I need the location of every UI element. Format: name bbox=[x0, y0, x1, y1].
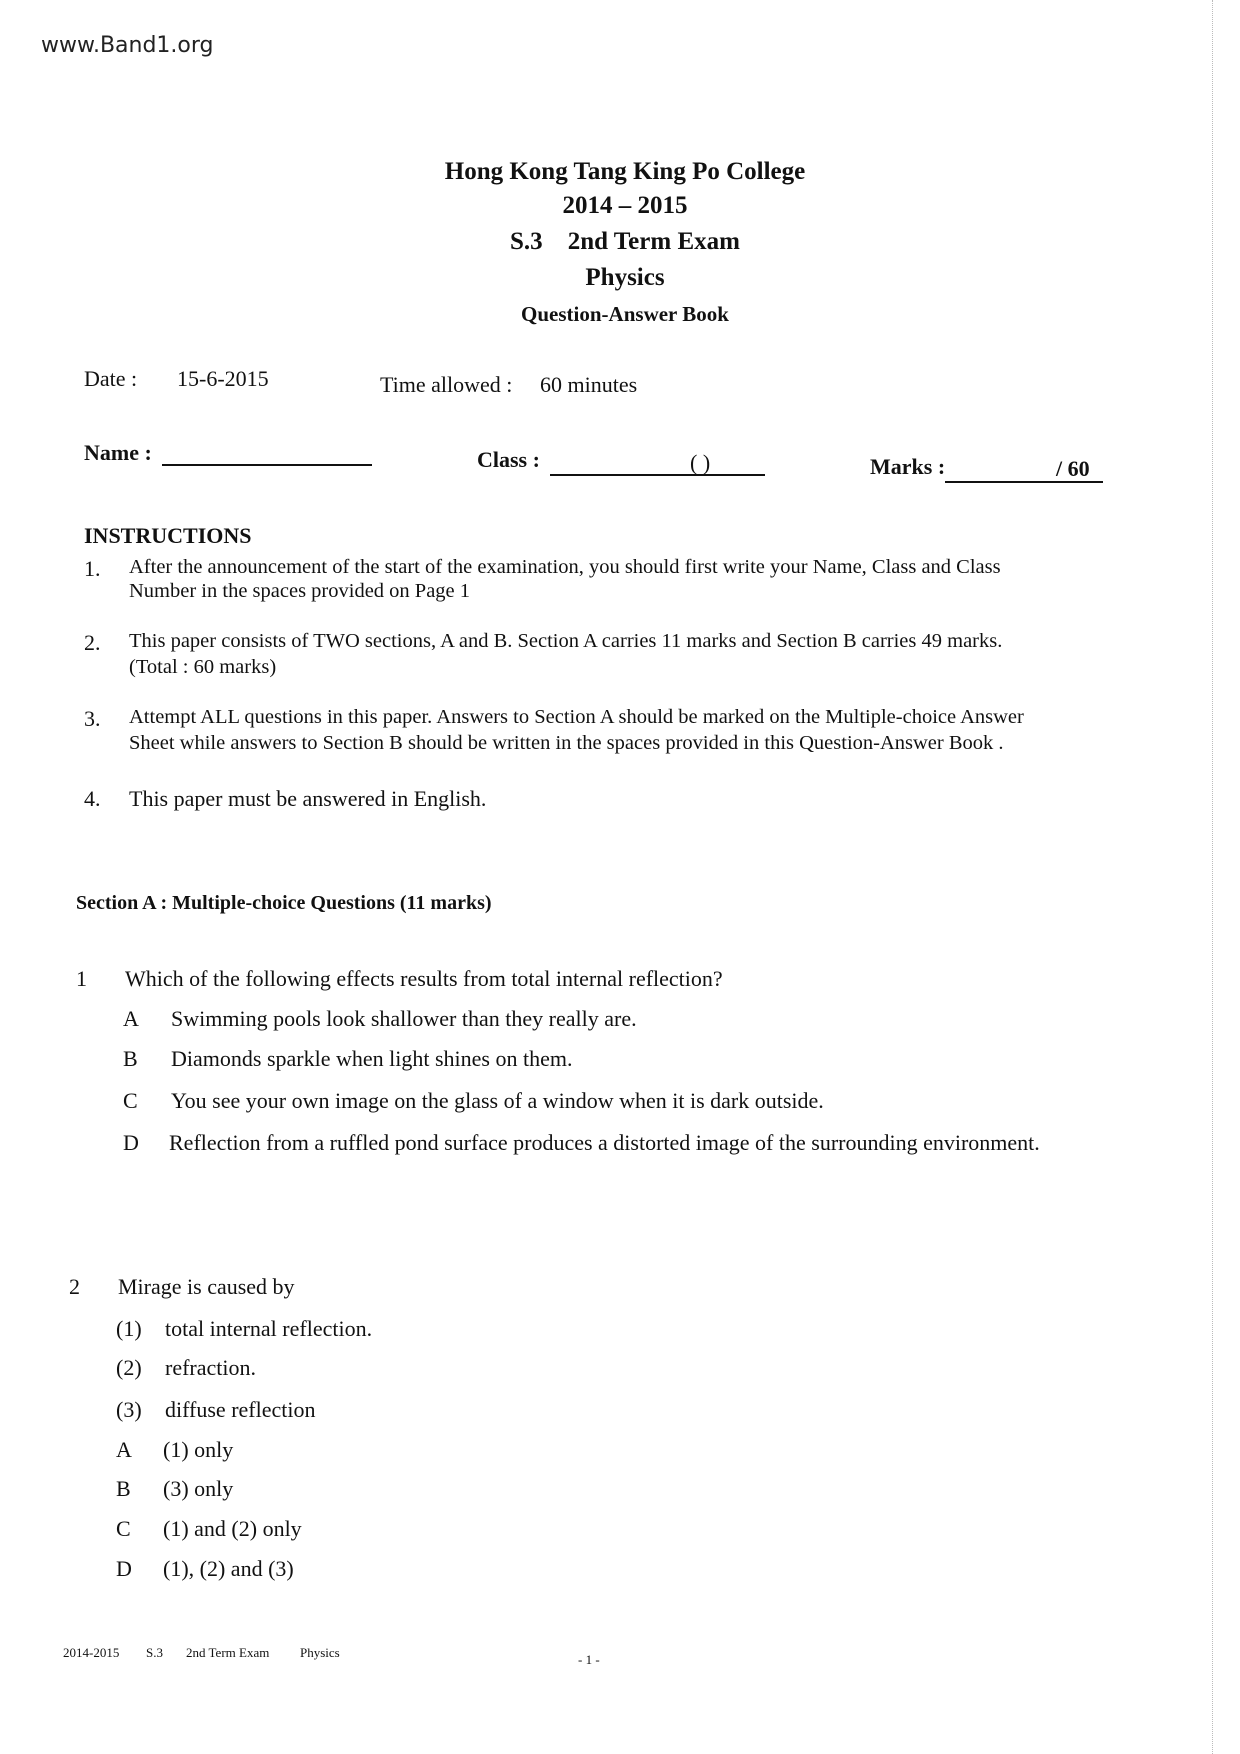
statement-number: (3) bbox=[116, 1397, 142, 1422]
instruction-line: This paper must be answered in English. bbox=[129, 786, 487, 811]
instruction-num: 3. bbox=[84, 706, 101, 731]
statement-number: (2) bbox=[116, 1355, 142, 1380]
question-text: Which of the following effects results from total internal reflection? bbox=[125, 966, 723, 991]
instruction-line: Attempt ALL questions in this paper. Answers to Section A should be marked on the Multiple-choice Answer bbox=[129, 706, 1024, 728]
footer-year: 2014-2015 bbox=[63, 1645, 120, 1660]
statement-number: (1) bbox=[116, 1316, 142, 1341]
instruction-line: Sheet while answers to Section B should be written in the spaces provided in this Question-Answer Book . bbox=[129, 732, 1004, 754]
instruction-line: After the announcement of the start of the examination, you should first write your Name, Class and Class bbox=[129, 556, 1001, 578]
option-letter: A bbox=[116, 1437, 132, 1462]
form: S.3 bbox=[510, 228, 543, 255]
exam-title bbox=[0, 228, 1240, 256]
option-text: (1), (2) and (3) bbox=[163, 1556, 294, 1581]
option-letter: B bbox=[116, 1476, 131, 1501]
subject: Physics bbox=[585, 264, 665, 291]
class-field[interactable] bbox=[550, 474, 765, 476]
option-letter: D bbox=[116, 1556, 132, 1581]
option-letter: C bbox=[123, 1088, 138, 1113]
option-text: Diamonds sparkle when light shines on them. bbox=[171, 1046, 573, 1071]
statement-text: diffuse reflection bbox=[165, 1397, 316, 1422]
class-label: Class : bbox=[477, 447, 540, 472]
instruction-num: 4. bbox=[84, 786, 101, 811]
instruction-num: 1. bbox=[84, 556, 101, 581]
school-name: Hong Kong Tang King Po College bbox=[444, 158, 806, 185]
instruction-line: (Total : 60 marks) bbox=[129, 656, 277, 678]
instruction-line: This paper consists of TWO sections, A and B. Section A carries 11 marks and Section B carries 49 marks. bbox=[129, 630, 1003, 652]
name-field[interactable] bbox=[162, 464, 372, 466]
section-a-heading: Section A : Multiple-choice Questions (11 marks) bbox=[76, 892, 492, 914]
option-text: Reflection from a ruffled pond surface produces a distorted image of the surrounding environment. bbox=[169, 1130, 1040, 1155]
option-text: (1) only bbox=[163, 1437, 234, 1462]
book-type: Question-Answer Book bbox=[521, 302, 729, 326]
statement-text: refraction. bbox=[165, 1355, 256, 1380]
question-number: 2 bbox=[69, 1274, 80, 1299]
date-label: Date : bbox=[84, 366, 138, 391]
class-number-paren: ( ) bbox=[690, 450, 711, 475]
page-number: - 1 - bbox=[578, 1652, 600, 1667]
option-text: Swimming pools look shallower than they really are. bbox=[171, 1006, 637, 1031]
time-value: 60 minutes bbox=[540, 372, 638, 397]
exam-name: 2nd Term Exam bbox=[567, 228, 740, 255]
watermark-url: www.Band1.org bbox=[41, 33, 214, 58]
statement-text: total internal reflection. bbox=[165, 1316, 373, 1341]
instruction-line: Number in the spaces provided on Page 1 bbox=[129, 580, 471, 602]
option-letter: B bbox=[123, 1046, 138, 1071]
option-letter: D bbox=[123, 1130, 139, 1155]
instruction-num: 2. bbox=[84, 630, 101, 655]
name-label: Name : bbox=[84, 440, 152, 465]
time-label: Time allowed : bbox=[380, 372, 513, 397]
question-text: Mirage is caused by bbox=[118, 1274, 295, 1299]
option-text: (1) and (2) only bbox=[163, 1516, 302, 1541]
footer-form: S.3 bbox=[146, 1645, 163, 1660]
footer-exam: 2nd Term Exam bbox=[186, 1645, 270, 1660]
marks-total: / 60 bbox=[1056, 456, 1090, 481]
option-text: (3) only bbox=[163, 1476, 234, 1501]
question-number: 1 bbox=[76, 966, 87, 991]
footer-subject: Physics bbox=[300, 1645, 340, 1660]
instructions-heading: INSTRUCTIONS bbox=[84, 523, 252, 548]
marks-label: Marks : bbox=[870, 454, 946, 479]
option-text: You see your own image on the glass of a window when it is dark outside. bbox=[171, 1088, 824, 1113]
school-year: 2014 – 2015 bbox=[562, 192, 688, 219]
date-value: 15-6-2015 bbox=[177, 366, 269, 391]
option-letter: A bbox=[123, 1006, 139, 1031]
option-letter: C bbox=[116, 1516, 131, 1541]
